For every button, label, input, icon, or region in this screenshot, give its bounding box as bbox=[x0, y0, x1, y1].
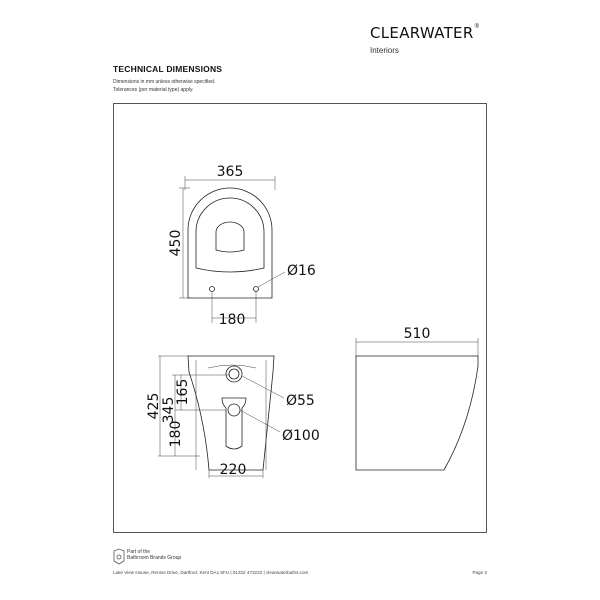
page-title: TECHNICAL DIMENSIONS bbox=[113, 64, 223, 74]
outlet-circle bbox=[228, 404, 240, 416]
top-bowl-inner bbox=[196, 198, 264, 272]
dim-fix-hole: Ø16 bbox=[287, 263, 316, 279]
dim-height-total: 425 bbox=[146, 392, 162, 420]
dim-base-width: 220 bbox=[219, 462, 247, 478]
inlet-circle bbox=[226, 366, 242, 382]
bathroom-brands-logo-icon bbox=[114, 549, 124, 564]
dim-top-width: 365 bbox=[216, 164, 244, 180]
leader-inlet bbox=[242, 376, 284, 398]
page-number: Page 2 bbox=[472, 570, 487, 575]
footer-address: Lake View House, Rennie Drive, Dartford, Kent DA1 5FU | 01322 473222 | clearwaterbaths.com bbox=[113, 570, 309, 575]
dim-height-outlet: 180 bbox=[168, 420, 184, 448]
top-outline bbox=[188, 188, 272, 298]
note-dimensions: Dimensions in mm unless otherwise specified. bbox=[113, 79, 216, 85]
dim-height-outlet-top: 345 bbox=[161, 396, 177, 424]
dim-outlet: Ø100 bbox=[282, 428, 320, 444]
brand-subtitle: Interiors bbox=[370, 46, 399, 55]
fixing-hole-left bbox=[210, 287, 215, 292]
top-view bbox=[168, 164, 316, 328]
top-outlet bbox=[216, 222, 244, 252]
inlet-inner bbox=[229, 369, 239, 379]
note-tolerances: Tolerances (per material type) apply. bbox=[113, 87, 194, 93]
fixing-hole-right bbox=[254, 287, 259, 292]
side-outline bbox=[356, 356, 478, 470]
leader-outlet bbox=[240, 410, 280, 432]
front-outline bbox=[188, 356, 274, 470]
registered-mark: ® bbox=[474, 24, 479, 30]
dim-fix-spacing: 180 bbox=[218, 312, 246, 328]
side-view bbox=[356, 326, 478, 470]
dim-top-depth: 450 bbox=[168, 229, 184, 257]
dim-inlet: Ø55 bbox=[286, 393, 315, 409]
group-line-2: Bathroom Brands Group bbox=[127, 555, 182, 561]
dim-height-inlet: 165 bbox=[175, 378, 191, 406]
front-view bbox=[146, 356, 320, 478]
dim-side-depth: 510 bbox=[403, 326, 431, 342]
brand-name: CLEARWATER bbox=[370, 24, 474, 42]
group-line-1: Part of the bbox=[127, 549, 151, 555]
outlet-shape bbox=[222, 398, 246, 449]
group-label bbox=[127, 549, 181, 561]
leader-fix-hole bbox=[258, 272, 285, 287]
